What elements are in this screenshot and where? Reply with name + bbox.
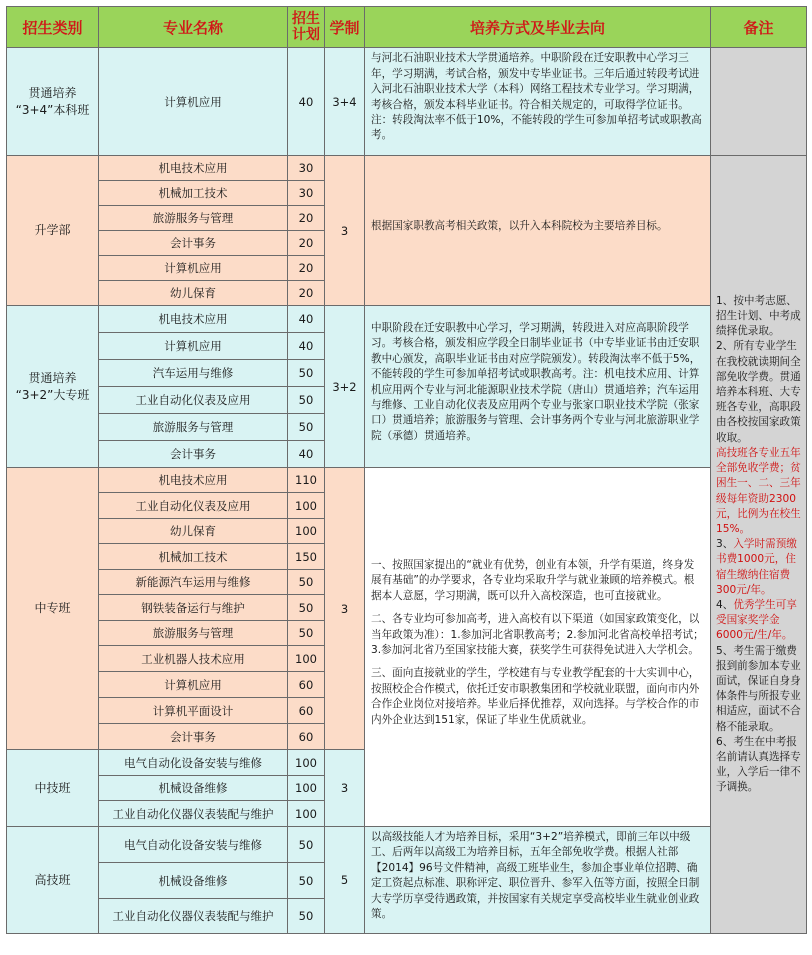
quota-cell: 100	[288, 750, 325, 776]
major-name-cell: 机电技术应用	[99, 156, 288, 181]
quota-cell: 50	[288, 387, 325, 414]
training-description-cell	[365, 827, 711, 934]
table-row	[7, 827, 807, 863]
table-row	[7, 156, 807, 181]
remarks-spacer	[711, 48, 807, 156]
major-name-cell: 机电技术应用	[99, 468, 288, 493]
major-name-cell: 新能源汽车运用与维修	[99, 570, 288, 595]
major-name-cell: 机械设备维修	[99, 776, 288, 801]
major-name-cell: 钢铁装备运行与维护	[99, 595, 288, 621]
remark-item: 优秀学生可享受国家奖学金6000元/生/年。	[716, 598, 797, 642]
quota-cell: 50	[288, 595, 325, 621]
admissions-table	[6, 6, 807, 934]
quota-cell: 50	[288, 827, 325, 863]
table-row	[7, 48, 807, 156]
quota-cell: 100	[288, 493, 325, 519]
major-name-cell: 汽车运用与维修	[99, 360, 288, 387]
duration-cell: 5	[325, 827, 365, 934]
major-name-cell: 旅游服务与管理	[99, 206, 288, 231]
major-name-cell: 机电技术应用	[99, 306, 288, 333]
remark-item: 2、所有专业学生在我校就读期间全部免收学费。贯通培养本科班、大专班各专业，高职段由各校按国家政策收取。	[716, 340, 801, 444]
quota-cell: 40	[288, 306, 325, 333]
major-name-cell: 工业自动化仪器仪表装配与维护	[99, 899, 288, 934]
table-row	[7, 468, 807, 493]
quota-cell: 100	[288, 519, 325, 544]
category-cell: 高技班	[7, 827, 99, 934]
major-name-cell: 幼儿保育	[99, 281, 288, 306]
duration-cell: 3	[325, 750, 365, 827]
major-name-cell: 工业机器人技术应用	[99, 646, 288, 672]
quota-cell: 60	[288, 672, 325, 698]
major-name-cell: 电气自动化设备安装与维修	[99, 750, 288, 776]
duration-cell: 3+2	[325, 306, 365, 468]
remark-item: 4、	[716, 598, 734, 611]
quota-cell: 100	[288, 646, 325, 672]
description-paragraph: 根据国家职教高考相关政策，以升入本科院校为主要培养目标。	[371, 219, 668, 232]
quota-cell: 20	[288, 281, 325, 306]
description-paragraph: 一、按照国家提出的“就业有优势，创业有本领，升学有渠道，终身发展有基础”的办学要求，各专业均采取升学与就业兼顾的培养模式。根据本人意愿，学习期满，既可以升入高校深造，也可直接就业。	[371, 558, 695, 602]
description-paragraph: 二、各专业均可参加高考，进入高校有以下渠道（如国家政策变化，以当年政策为准）：1.参加河北省职教高考；2.参加河北省高校单招考试；3.参加河北省乃至国家技能大赛，获奖学生可获得免试进入大学机会。	[371, 613, 704, 656]
training-description-cell	[365, 156, 711, 306]
header-major: 专业名称	[99, 7, 288, 48]
quota-cell: 50	[288, 863, 325, 899]
major-name-cell: 机械设备维修	[99, 863, 288, 899]
quota-cell: 110	[288, 468, 325, 493]
description-paragraph: 三、面向直接就业的学生，学校建有与专业教学配套的十大实训中心，按照校企合作模式，依托迁安市职教集团和学校就业联盟，面向市内外合作企业岗位对接培养。毕业后择优推荐，双向选择。与学校合作的市内外企业达到151家，保证了毕业生优质就业。	[371, 667, 700, 726]
table-row	[7, 306, 807, 333]
remark-item: 高技班各专业五年全部免收学费；贫困生一、二、三年级每年资助2300元，比例为在校生15%。	[716, 446, 801, 535]
duration-cell: 3+4	[325, 48, 365, 156]
major-name-cell: 计算机平面设计	[99, 698, 288, 724]
quota-cell: 60	[288, 698, 325, 724]
major-name-cell: 会计事务	[99, 724, 288, 750]
quota-cell: 50	[288, 414, 325, 441]
quota-cell: 30	[288, 156, 325, 181]
quota-cell: 100	[288, 776, 325, 801]
quota-cell: 40	[288, 48, 325, 156]
major-name-cell: 旅游服务与管理	[99, 414, 288, 441]
training-description-cell	[365, 48, 711, 156]
quota-cell: 50	[288, 899, 325, 934]
quota-cell: 40	[288, 333, 325, 360]
major-name-cell: 会计事务	[99, 231, 288, 256]
duration-cell: 3	[325, 156, 365, 306]
remark-item: 1、按中考志愿、招生计划、中考成绩择优录取。	[716, 294, 801, 338]
quota-cell: 150	[288, 544, 325, 570]
header-training: 培养方式及毕业去向	[365, 7, 711, 48]
major-name-cell: 机械加工技术	[99, 544, 288, 570]
quota-cell: 40	[288, 441, 325, 468]
quota-cell: 30	[288, 181, 325, 206]
major-name-cell: 计算机应用	[99, 256, 288, 281]
major-name-cell: 幼儿保育	[99, 519, 288, 544]
remarks-cell	[711, 156, 807, 934]
header-remarks: 备注	[711, 7, 807, 48]
major-name-cell: 机械加工技术	[99, 181, 288, 206]
major-name-cell: 电气自动化设备安装与维修	[99, 827, 288, 863]
category-cell: 贯通培养 “3+4”本科班	[7, 48, 99, 156]
quota-cell: 20	[288, 206, 325, 231]
header-duration: 学制	[325, 7, 365, 48]
description-paragraph: 与河北石油职业技术大学贯通培养。中职阶段在迁安职教中心学习三年，学习期满，考试合格，颁发中专毕业证书。三年后通过转段考试进入河北石油职业技术大学（本科）网络工程技术专业学习。学习期满，考核合格，颁发本科毕业证书。符合相关规定的，可取得学位证书。注：转段淘汰率不低于10%，不能转段的学生可参加单招考试或职教高考。	[371, 52, 702, 142]
major-name-cell: 旅游服务与管理	[99, 621, 288, 646]
training-description-cell	[365, 306, 711, 468]
remark-item: 3、	[716, 538, 734, 551]
quota-cell: 20	[288, 256, 325, 281]
category-cell: 升学部	[7, 156, 99, 306]
quota-cell: 100	[288, 801, 325, 827]
header-row	[7, 7, 807, 48]
quota-cell: 50	[288, 360, 325, 387]
major-name-cell: 工业自动化仪表及应用	[99, 387, 288, 414]
major-name-cell: 工业自动化仪表及应用	[99, 493, 288, 519]
major-name-cell: 工业自动化仪器仪表装配与维护	[99, 801, 288, 827]
header-quota: 招生 计划	[288, 7, 325, 48]
category-cell: 中专班	[7, 468, 99, 750]
description-paragraph: 中职阶段在迁安职教中心学习，学习期满，转段进入对应高职阶段学习。考核合格，颁发相应学段全日制毕业证书（中专毕业证书由迁安职教中心颁发，高职毕业证书由对应学院颁发）。转段淘汰率不低于5%，不能转段的学生可参加单招考试或职教高考。注：机电技术应用、计算机应用两个专业与河北能源职业技术学院（唐山）贯通培养；汽车运用与维修、工业自动化仪表及应用两个专业与张家口职业技术学院（张家口）贯通培养；旅游服务与管理、会计事务两个专业与河北旅游职业学院（承德）贯通培养。	[371, 321, 701, 442]
quota-cell: 20	[288, 231, 325, 256]
remark-item: 5、考生需于缴费报到前参加本专业面试，保证自身身体条件与所报专业相适应，面试不合格不能录取。	[716, 644, 801, 733]
category-cell: 贯通培养 “3+2”大专班	[7, 306, 99, 468]
description-paragraph: 以高级技能人才为培养目标，采用“3+2”培养模式，即前三年以中级工、后两年以高级工为培养目标，五年全部免收学费。根据人社部【2014】96号文件精神，高级工班毕业生，参加企事业单位招聘、确定工资起点标准、职称评定、职位晋升、参军入伍等方面，按照全日制大专学历享受待遇政策，并按国家有关规定享受高校毕业生就业创业政策。	[371, 831, 700, 921]
remark-item: 6、考生在中考报名前请认真选择专业，入学后一律不予调换。	[716, 735, 801, 794]
remark-item: 入学时需预缴书费1000元，住宿生缴纳住宿费300元/年。	[716, 538, 797, 596]
quota-cell: 60	[288, 724, 325, 750]
quota-cell: 50	[288, 570, 325, 595]
major-name-cell: 会计事务	[99, 441, 288, 468]
major-name-cell: 计算机应用	[99, 48, 288, 156]
header-category: 招生类别	[7, 7, 99, 48]
training-description-cell	[365, 468, 711, 827]
major-name-cell: 计算机应用	[99, 672, 288, 698]
major-name-cell: 计算机应用	[99, 333, 288, 360]
quota-cell: 50	[288, 621, 325, 646]
category-cell: 中技班	[7, 750, 99, 827]
duration-cell: 3	[325, 468, 365, 750]
